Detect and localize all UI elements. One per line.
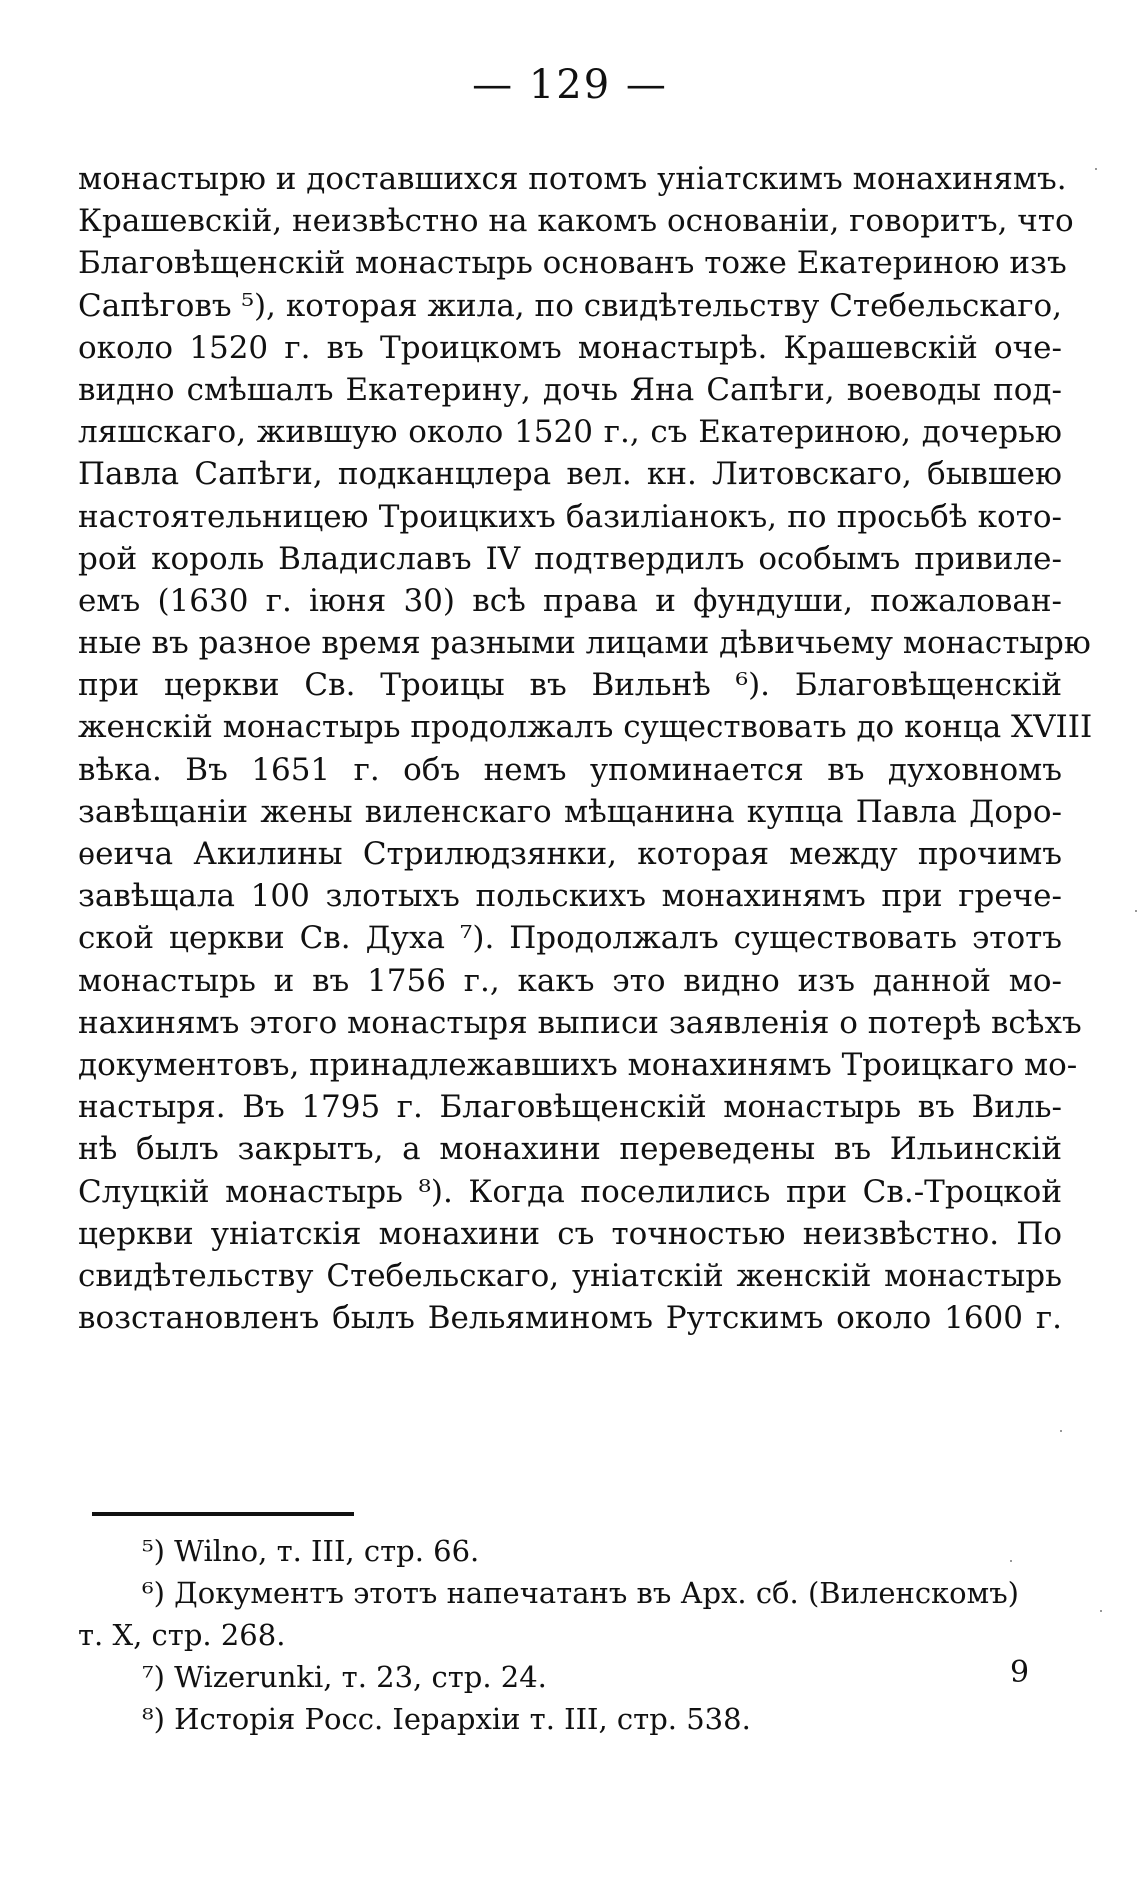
page-number: — 129 — [472, 62, 668, 108]
text-line: нѣ былъ закрытъ, а монахини переведены въ Ильинскій [78, 1131, 1062, 1168]
text-line: документовъ, принадлежавшихъ монахинямъ Троицкаго мо- [78, 1046, 1078, 1083]
text-line: емъ (1630 г. іюня 30) всѣ права и фундуши, пожалован- [78, 582, 1062, 619]
scan-speck [1100, 1610, 1102, 1612]
text-line: Крашевскій, неизвѣстно на какомъ основаніи, говоритъ, что [78, 203, 1074, 240]
signature-mark: 9 [1010, 1655, 1030, 1690]
text-line: видно смѣшалъ Екатерину, дочь Яна Сапѣги, воеводы под- [78, 371, 1062, 408]
scan-speck [1135, 910, 1137, 912]
text-line: Благовѣщенскій монастырь основанъ тоже Екатериною изъ [78, 245, 1067, 282]
text-line: церкви уніатскія монахини съ точностью неизвѣстно. По [78, 1215, 1062, 1252]
text-line: Павла Сапѣги, подканцлера вел. кн. Литовскаго, бывшею [78, 456, 1062, 493]
text-line: Слуцкій монастырь ⁸). Когда поселились при Св.-Троцкой [78, 1173, 1062, 1210]
text-line: ѳеича Акилины Стрилюдзянки, которая между прочимъ [78, 836, 1062, 872]
footnotes [78, 1530, 1062, 1740]
footnote-divider [92, 1512, 354, 1516]
text-line: нахинямъ этого монастыря выписи заявленія о потерѣ всѣхъ [78, 1004, 1082, 1041]
scan-speck [1095, 168, 1097, 170]
text-line: настоятельницею Троицкихъ базиліанокъ, по просьбѣ кото- [78, 498, 1062, 535]
text-line: женскій монастырь продолжалъ существовать до конца XVIII [78, 709, 1093, 746]
text-line: монастырю и доставшихся потомъ уніатскимъ монахинямъ. [78, 161, 1067, 197]
text-line: ные въ разное время разными лицами дѣвичьему монастырю [78, 625, 1091, 662]
footnote-8: ⁸) Исторія Росс. Іерархіи т. III, стр. 538. [142, 1702, 751, 1736]
text-line: Сапѣговъ ⁵), которая жила, по свидѣтельству Стебельскаго, [78, 287, 1062, 324]
text-line: возстановленъ былъ Вельяминомъ Рутскимъ около 1600 г. [78, 1300, 1062, 1337]
text-line: при церкви Св. Троицы въ Вильнѣ ⁶). Благовѣщенскій [78, 667, 1062, 704]
text-line: ляшскаго, жившую около 1520 г., съ Екатериною, дочерью [78, 414, 1062, 451]
text-line: ской церкви Св. Духа ⁷). Продолжалъ существовать этотъ [78, 920, 1062, 957]
text-line: настыря. Въ 1795 г. Благовѣщенскій монастырь въ Виль- [78, 1089, 1062, 1126]
text-line: около 1520 г. въ Троицкомъ монастырѣ. Крашевскій оче- [78, 329, 1062, 366]
text-line: завѣщала 100 злотыхъ польскихъ монахинямъ при грече- [78, 878, 1062, 915]
text-line: свидѣтельству Стебельскаго, уніатскій женскій монастырь [78, 1257, 1062, 1294]
footnote-7: ⁷) Wizerunki, т. 23, стр. 24. [142, 1660, 547, 1694]
footnote-6: ⁶) Документъ этотъ напечатанъ въ Арх. сб. (Виленскомъ) [142, 1576, 1019, 1610]
scan-speck [1060, 1430, 1062, 1432]
text-line: монастырь и въ 1756 г., какъ это видно изъ данной мо- [78, 962, 1062, 999]
text-line: рой король Владиславъ IV подтвердилъ особымъ привиле- [78, 540, 1062, 577]
footnote-6-continuation: т. X, стр. 268. [78, 1618, 286, 1652]
scan-speck [1010, 1560, 1012, 1562]
footnote-5: ⁵) Wilno, т. III, стр. 66. [142, 1534, 480, 1568]
text-line: завѣщаніи жены виленскаго мѣщанина купца Павла Доро- [78, 793, 1062, 830]
text-line: вѣка. Въ 1651 г. объ немъ упоминается въ духовномъ [78, 751, 1062, 788]
body-text [78, 158, 1093, 1339]
